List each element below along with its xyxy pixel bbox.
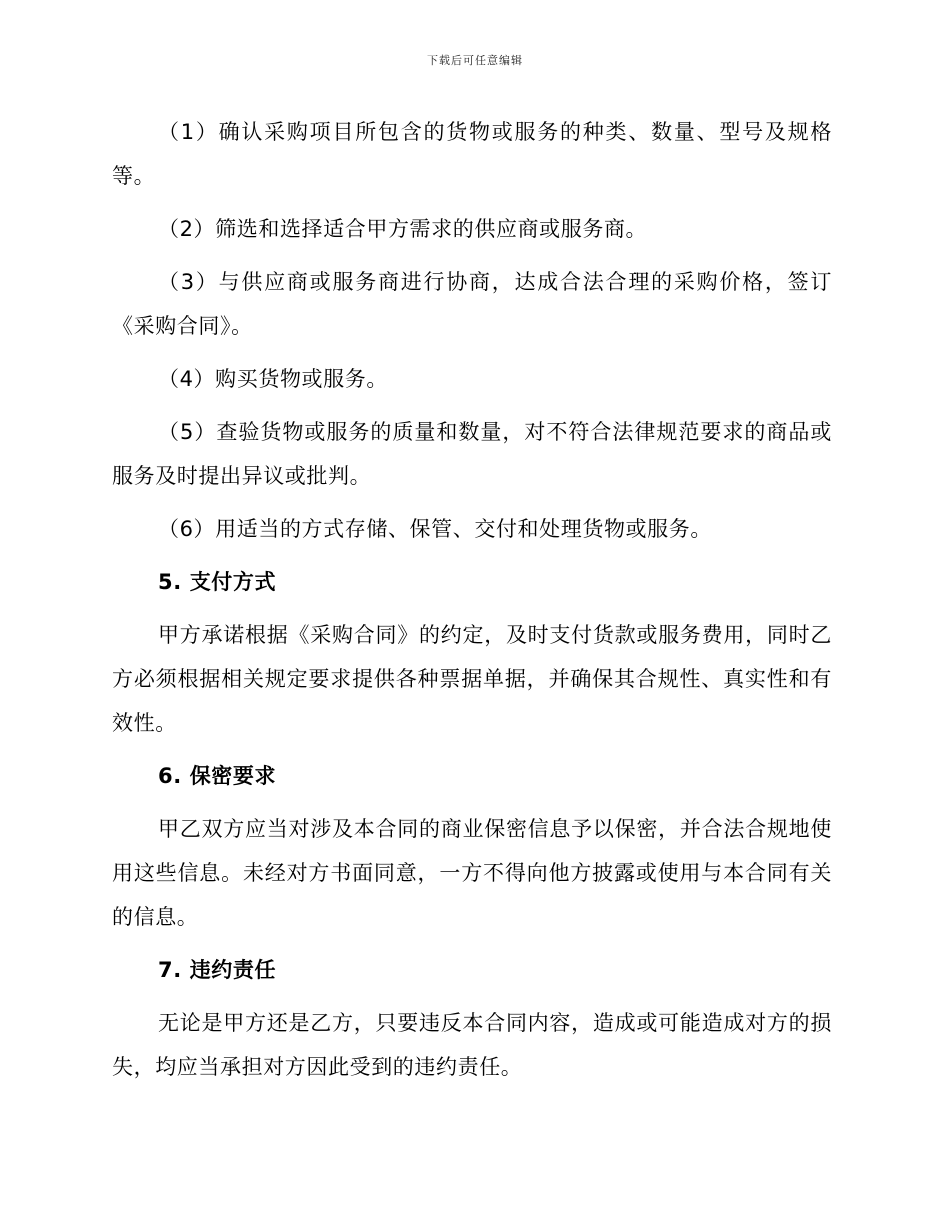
list-item-4: （4）购买货物或服务。 <box>158 367 388 391</box>
liability-paragraph: 无论是甲方还是乙方，只要违反本合同内容，造成或可能造成对方的损失，均应当承担对方因此受到的违约责任。 <box>112 1011 832 1079</box>
section-heading-confidentiality: 6. 保密要求 <box>158 764 277 788</box>
section-heading-liability: 7. 违约责任 <box>158 958 277 982</box>
payment-paragraph: 甲方承诺根据《采购合同》的约定，及时支付货款或服务费用，同时乙方必须根据相关规定要求提供各种票据单据，并确保其合规性、真实性和有效性。 <box>112 623 832 735</box>
confidentiality-paragraph: 甲乙双方应当对涉及本合同的商业保密信息予以保密，并合法合规地使用这些信息。未经对方书面同意，一方不得向他方披露或使用与本合同有关的信息。 <box>112 817 832 929</box>
list-item-5: （5）查验货物或服务的质量和数量，对不符合法律规范要求的商品或服务及时提出异议或批判。 <box>112 420 832 488</box>
list-item-3: （3）与供应商或服务商进行协商，达成合法合理的采购价格，签订《采购合同》。 <box>112 270 832 338</box>
document-body <box>112 110 832 1089</box>
list-item-2: （2）筛选和选择适合甲方需求的供应商或服务商。 <box>158 217 648 241</box>
list-item-1: （1）确认采购项目所包含的货物或服务的种类、数量、型号及规格等。 <box>112 120 832 188</box>
section-heading-payment: 5. 支付方式 <box>158 570 277 594</box>
page-header: 下载后可任意编辑 <box>427 54 523 67</box>
list-item-6: （6）用适当的方式存储、保管、交付和处理货物或服务。 <box>158 517 712 541</box>
